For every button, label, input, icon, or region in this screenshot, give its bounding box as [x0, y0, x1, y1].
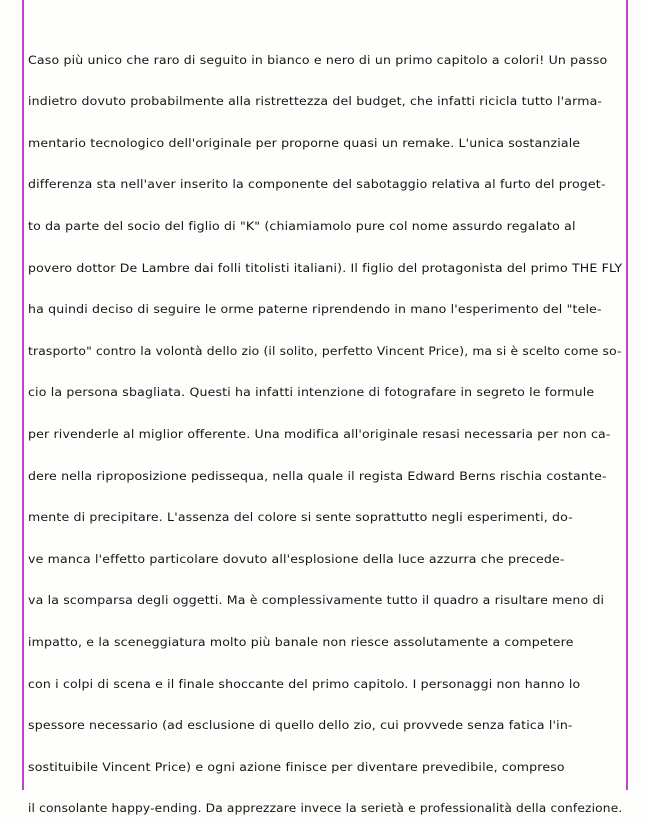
line-text: ve manca l'effetto particolare dovuto all'esplosione della luce azzurra che precede- [28, 552, 565, 566]
line-text: differenza sta nell'aver inserito la componente del sabotaggio relativa al furto del proget- [28, 178, 606, 192]
text-line-14 [28, 575, 626, 617]
line-text: to da parte del socio del figlio di "K" (chiamiamolo pure col nome assurdo regalato al [28, 219, 576, 233]
handwritten-text-block [28, 34, 626, 824]
line-text: il consolante happy-ending. Da apprezzare invece la serietà e professionalità della confezione. [28, 802, 623, 816]
line-text: mente di precipitare. L'assenza del colore si sente soprattutto negli esperimenti, do- [28, 511, 573, 525]
text-line-1 [28, 34, 626, 76]
text-line-11 [28, 450, 626, 492]
text-line-5 [28, 200, 626, 242]
line-text: povero dottor De Lambre dai folli titolisti italiani). Il figlio del protagonista del primo THE FLY [28, 261, 623, 275]
line-text: dere nella riproposizione pedissequa, nella quale il regista Edward Berns rischia costante- [28, 469, 607, 483]
text-line-7 [28, 284, 626, 326]
left-margin-line [22, 0, 24, 790]
line-text: trasporto" contro la volontà dello zio (il solito, perfetto Vincent Price), ma si è scelto come so- [28, 344, 622, 358]
text-line-2 [28, 76, 626, 118]
line-text: per rivenderle al miglior offerente. Una modifica all'originale resasi necessaria per non ca- [28, 427, 611, 441]
line-text: impatto, e la sceneggiatura molto più banale non riesce assolutamente a competere [28, 635, 574, 649]
line-text: Caso più unico che raro di seguito in bianco e nero di un primo capitolo a colori! Un passo [28, 53, 608, 67]
text-line-19 [28, 783, 626, 824]
text-line-4 [28, 159, 626, 201]
text-line-3 [28, 117, 626, 159]
right-margin-line [626, 0, 628, 790]
line-text: mentario tecnologico dell'originale per proporne quasi un remake. L'unica sostanziale [28, 136, 581, 150]
text-line-17 [28, 700, 626, 742]
line-text: indietro dovuto probabilmente alla ristrettezza del budget, che infatti ricicla tutto l'arma- [28, 95, 603, 109]
line-text: va la scomparsa degli oggetti. Ma è complessivamente tutto il quadro a risultare meno di [28, 594, 605, 608]
line-text: cio la persona sbagliata. Questi ha infatti intenzione di fotografare in segreto le formule [28, 386, 595, 400]
text-line-10 [28, 408, 626, 450]
text-line-9 [28, 367, 626, 409]
line-text: spessore necessario (ad esclusione di quello dello zio, cui provvede senza fatica l'in- [28, 719, 573, 733]
text-line-8 [28, 325, 626, 367]
line-text: sostituibile Vincent Price) e ogni azione finisce per diventare prevedibile, compreso [28, 760, 565, 774]
text-line-15 [28, 616, 626, 658]
text-line-13 [28, 533, 626, 575]
line-text: con i colpi di scena e il finale shoccante del primo capitolo. I personaggi non hanno lo [28, 677, 581, 691]
line-text: ha quindi deciso di seguire le orme paterne riprendendo in mano l'esperimento del "tele- [28, 303, 602, 317]
text-line-18 [28, 741, 626, 783]
text-line-16 [28, 658, 626, 700]
text-line-6 [28, 242, 626, 284]
text-line-12 [28, 492, 626, 534]
